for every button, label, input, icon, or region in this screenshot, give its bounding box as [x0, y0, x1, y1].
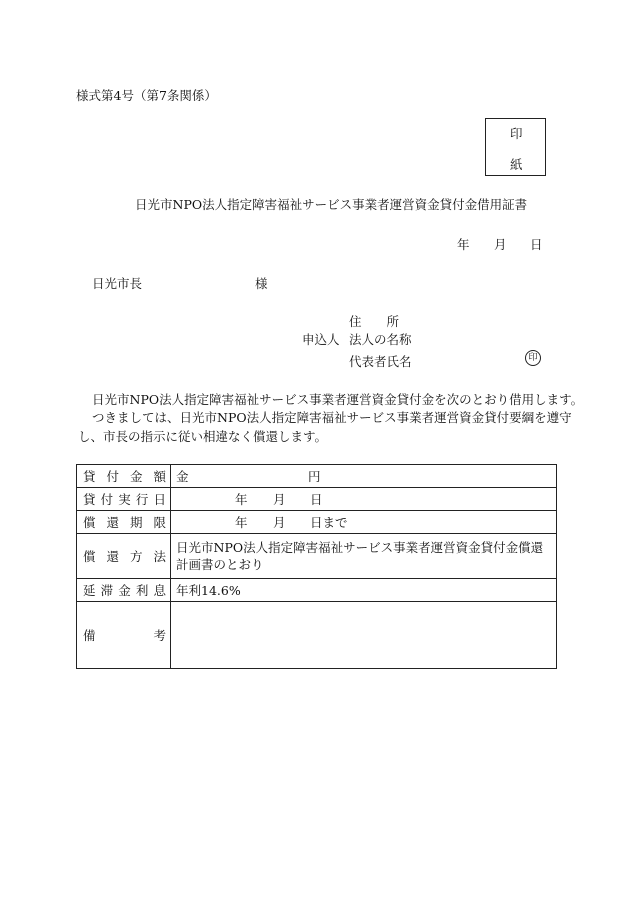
table-row-remarks [77, 602, 557, 669]
page-title: 日光市NPO法人指定障害福祉サービス事業者運営資金貸付金借用証書 [135, 197, 528, 212]
remarks-label-end: 考 [153, 628, 166, 643]
body-line-3: し、市長の指示に従い相違なく償還します。 [78, 429, 328, 444]
body-line-2: つきましては、日光市NPO法人指定障害福祉サービス事業者運営資金貸付要綱を遵守 [92, 410, 572, 425]
label-char: 金 [118, 583, 131, 598]
label-char: 延 [83, 583, 96, 598]
remarks-value [171, 602, 557, 669]
loan-date-month: 月 [273, 492, 286, 507]
loan-amount-unit: 円 [308, 469, 321, 484]
date-year: 年 [457, 237, 470, 252]
table-row-loan-amount [77, 465, 557, 488]
stamp-box-label-bottom: 紙 [510, 157, 523, 172]
label-char: 利 [135, 583, 149, 598]
body-line-1: 日光市NPO法人指定障害福祉サービス事業者運営資金貸付金を次のとおり借用します。 [92, 392, 584, 407]
loan-date-day: 日 [310, 492, 323, 507]
late-interest-value: 年利14.6% [171, 579, 557, 602]
applicant-rep-name-label: 代表者氏名 [349, 354, 412, 369]
label-char: 還 [106, 549, 119, 564]
label-char: 付 [100, 492, 114, 507]
applicant-corp-name-label: 法人の名称 [349, 332, 412, 347]
label-char: 日 [153, 492, 166, 507]
repay-deadline-label [83, 513, 166, 531]
loan-details-table [76, 464, 557, 669]
label-char: 滞 [100, 583, 114, 598]
label-char: 期 [129, 515, 143, 530]
applicant-label: 申込人 [302, 332, 340, 347]
label-char: 還 [106, 515, 119, 530]
table-row-repay-method [77, 534, 557, 579]
label-char: 実 [118, 492, 131, 507]
table-row-repay-deadline [77, 511, 557, 534]
date-month: 月 [494, 237, 507, 252]
repay-deadline-year: 年 [235, 515, 248, 530]
remarks-label-start: 備 [83, 628, 96, 643]
date-day: 日 [530, 237, 543, 252]
table-row-late-interest [77, 579, 557, 602]
repay-deadline-day: 日まで [310, 515, 348, 530]
repay-deadline-month: 月 [273, 515, 286, 530]
addressee-name: 日光市長 [92, 276, 143, 291]
remarks-label [83, 626, 166, 644]
form-number: 様式第4号（第7条関係） [76, 88, 217, 103]
loan-date-label [83, 490, 166, 508]
label-char: 貸 [83, 469, 96, 484]
label-char: 額 [153, 469, 166, 484]
seal-mark: 印 [525, 350, 541, 366]
label-char: 償 [83, 515, 96, 530]
applicant-address-label: 住 所 [349, 314, 400, 329]
loan-amount-label [83, 467, 166, 485]
label-char: 金 [129, 469, 143, 484]
loan-date-year: 年 [235, 492, 248, 507]
revenue-stamp-box [485, 118, 546, 176]
label-char: 限 [153, 515, 166, 530]
label-char: 息 [153, 583, 166, 598]
label-char: 付 [106, 469, 119, 484]
stamp-box-label-top: 印 [510, 126, 523, 141]
label-char: 償 [83, 549, 96, 564]
addressee-honorific: 様 [255, 276, 268, 291]
repay-method-value: 日光市NPO法人指定障害福祉サービス事業者運営資金貸付金償還計画書のとおり [171, 534, 557, 579]
loan-amount-prefix: 金 [176, 469, 189, 484]
late-interest-label [83, 581, 166, 599]
repay-method-label [83, 547, 166, 565]
label-char: 行 [135, 492, 149, 507]
label-char: 法 [153, 549, 166, 564]
label-char: 方 [129, 549, 143, 564]
label-char: 貸 [83, 492, 96, 507]
table-row-loan-date [77, 488, 557, 511]
